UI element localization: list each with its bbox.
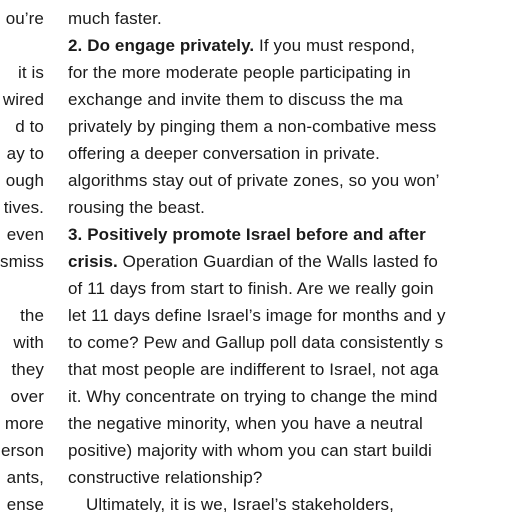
tip-2-line: [68, 32, 415, 59]
text-line: the negative minority, when you have a neutral: [68, 414, 423, 433]
text-line: offering a deeper conversation in private.: [68, 144, 380, 163]
text-line: exchange and invite them to discuss the ma: [68, 90, 403, 109]
text-line: algorithms stay out of private zones, so you won’: [68, 171, 440, 190]
left-line-13: they: [11, 360, 44, 379]
left-line-5: ay to: [6, 144, 44, 163]
text-line: constructive relationship?: [68, 468, 263, 487]
left-line-14: over: [10, 387, 44, 406]
text-line: privately by pinging them a non-combative mess: [68, 117, 437, 136]
left-line-15: more: [4, 414, 44, 433]
left-line-3: wired: [2, 90, 44, 109]
left-line-12: with: [13, 333, 44, 352]
text-line: rousing the beast.: [68, 198, 205, 217]
text-line: it. Why concentrate on trying to change the mind: [68, 387, 438, 406]
text-line: positive) majority with whom you can start buildi: [68, 441, 432, 460]
left-line-18: ense: [6, 495, 44, 512]
text-span: Operation Guardian of the Walls lasted fo: [117, 252, 438, 271]
left-line-4: d to: [15, 117, 44, 136]
left-line-7: tives.: [3, 198, 44, 217]
text-line: let 11 days define Israel’s image for months and y: [68, 306, 446, 325]
text-line: much faster.: [68, 9, 162, 28]
left-line-9: smiss: [0, 252, 44, 271]
text-line: of 11 days from start to finish. Are we really goin: [68, 279, 434, 298]
tip-3-line: [68, 248, 438, 275]
tip-3-heading-text: 3. Positively promote Israel before and after: [68, 225, 426, 244]
left-line-6: ough: [5, 171, 44, 190]
left-line-8: even: [6, 225, 44, 244]
left-line-2: it is: [18, 63, 44, 82]
text-line: for the more moderate people participating in: [68, 63, 411, 82]
text-line: to come? Pew and Gallup poll data consistently s: [68, 333, 444, 352]
tip-3-heading-end: crisis.: [68, 252, 118, 271]
left-line-11: the: [20, 306, 44, 325]
text-span: If you must respond,: [254, 36, 416, 55]
tip-2-heading: 2. Do engage privately.: [68, 36, 255, 55]
left-line-17: ants,: [6, 468, 44, 487]
tip-3-heading: [68, 221, 426, 248]
text-line: that most people are indifferent to Israel, not aga: [68, 360, 439, 379]
left-line-16: erson: [0, 441, 44, 460]
paragraph-start-line: Ultimately, it is we, Israel’s stakeholders,: [86, 495, 394, 512]
left-line-0: ou’re: [5, 9, 44, 28]
